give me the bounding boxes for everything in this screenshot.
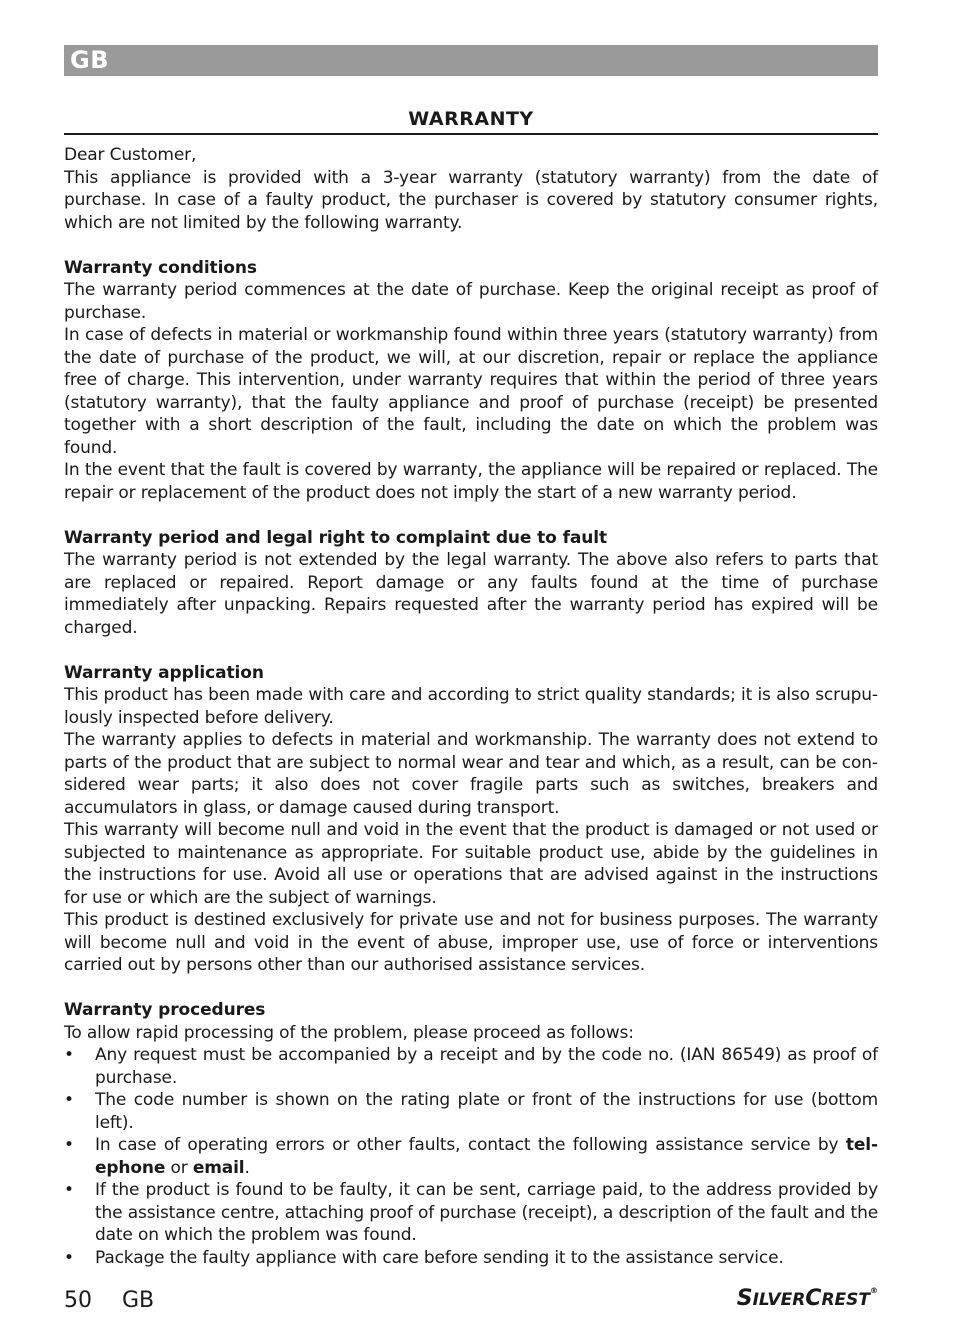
contact-telephone: telephone [95,1135,878,1178]
paragraph: In case of defects in material or workmanship found within three years (statutory warranty) from the date of purchase of the product, we will, at our discretion, repair or replace the appliance free of charge. This intervention, under warranty requires that within the period of three years (statutory warranty), that the faulty appliance and proof of purchase (receipt) be presented together with a short description of the fault, including the date on which the problem was found. [64,325,878,458]
section-heading-period: Warranty period and legal right to complaint due to fault [64,527,607,548]
bullet-icon: • [64,1135,74,1155]
language-code: GB [70,46,109,74]
page-footer [64,1288,154,1314]
footer-language-code: GB [122,1288,155,1313]
paragraph: The warranty period commences at the date of purchase. Keep the original receipt as proof of purchase. [64,280,878,323]
list-item: • Any request must be accompanied by a receipt and by the code no. (IAN 86549) as proof of purchase. [64,1045,878,1088]
paragraph: This product has been made with care and according to strict quality standards; it is also scrupulously inspected before delivery. [64,685,878,728]
bullet-icon: • [64,1180,74,1200]
paragraph: This warranty will become null and void in the event that the product is damaged or not used or subjected to maintenance as appropriate. For suitable product use, abide by the guidelines in the instructions for use. Avoid all use or operations that are advised against in the instructions for use or which are the subject of warnings. [64,820,878,908]
section-heading-application: Warranty application [64,662,264,683]
page-title: WARRANTY [408,108,534,130]
list-item: • If the product is found to be faulty, it can be sent, carriage paid, to the address provided by the assistance centre, attaching proof of purchase (receipt), a description of the fault and the date on which the problem was found. [64,1180,878,1245]
bullet-icon: • [64,1247,74,1268]
document-body [64,144,878,1269]
paragraph: The warranty period is not extended by the legal warranty. The above also refers to parts that are replaced or repaired. Report damage or any faults found at the time of purchase immediately after unpacking. Repairs requested after the warranty period has expired will be charged. [64,550,878,638]
procedures-list [64,1044,878,1269]
bullet-icon: • [64,1090,74,1110]
paragraph: The warranty applies to defects in material and workmanship. The warranty does not extend to parts of the product that are subject to normal wear and tear and which, as a result, can be considered wear parts; it also does not cover fragile parts such as switches, breakers and accumulators in glass, or damage caused during transport. [64,730,878,818]
bullet-icon: • [64,1045,74,1065]
language-header-bar [64,45,878,76]
list-item: • In case of operating errors or other faults, contact the following assistance service by telephone or email. [64,1135,878,1178]
paragraph: This product is destined exclusively for private use and not for business purposes. The warranty will become null and void in the event of abuse, improper use, use of force or interventions carried out by persons other than our authorised assistance services. [64,910,878,975]
section-heading-conditions: Warranty conditions [64,257,257,278]
intro-paragraph: This appliance is provided with a 3-year warranty (statutory warranty) from the date of purchase. In case of a faulty product, the purchaser is covered by statutory consumer rights, which are not limited by the following warranty. [64,167,878,233]
procedures-intro: To allow rapid processing of the problem, please proceed as follows: [64,1022,634,1043]
greeting: Dear Customer, [64,145,197,165]
contact-email: email [192,1157,245,1178]
list-item: • Package the faulty appliance with care before sending it to the assistance service. [64,1247,784,1268]
silvercrest-logo: SILVERCREST® [736,1286,878,1311]
list-item: • The code number is shown on the rating plate or front of the instructions for use (bottom left). [64,1090,878,1133]
section-heading-procedures: Warranty procedures [64,1000,266,1020]
title-underline [64,133,878,135]
page-number: 50 [64,1288,92,1313]
paragraph: In the event that the fault is covered by warranty, the appliance will be repaired or replaced. The repair or replacement of the product does not imply the start of a new warranty period. [64,460,878,503]
